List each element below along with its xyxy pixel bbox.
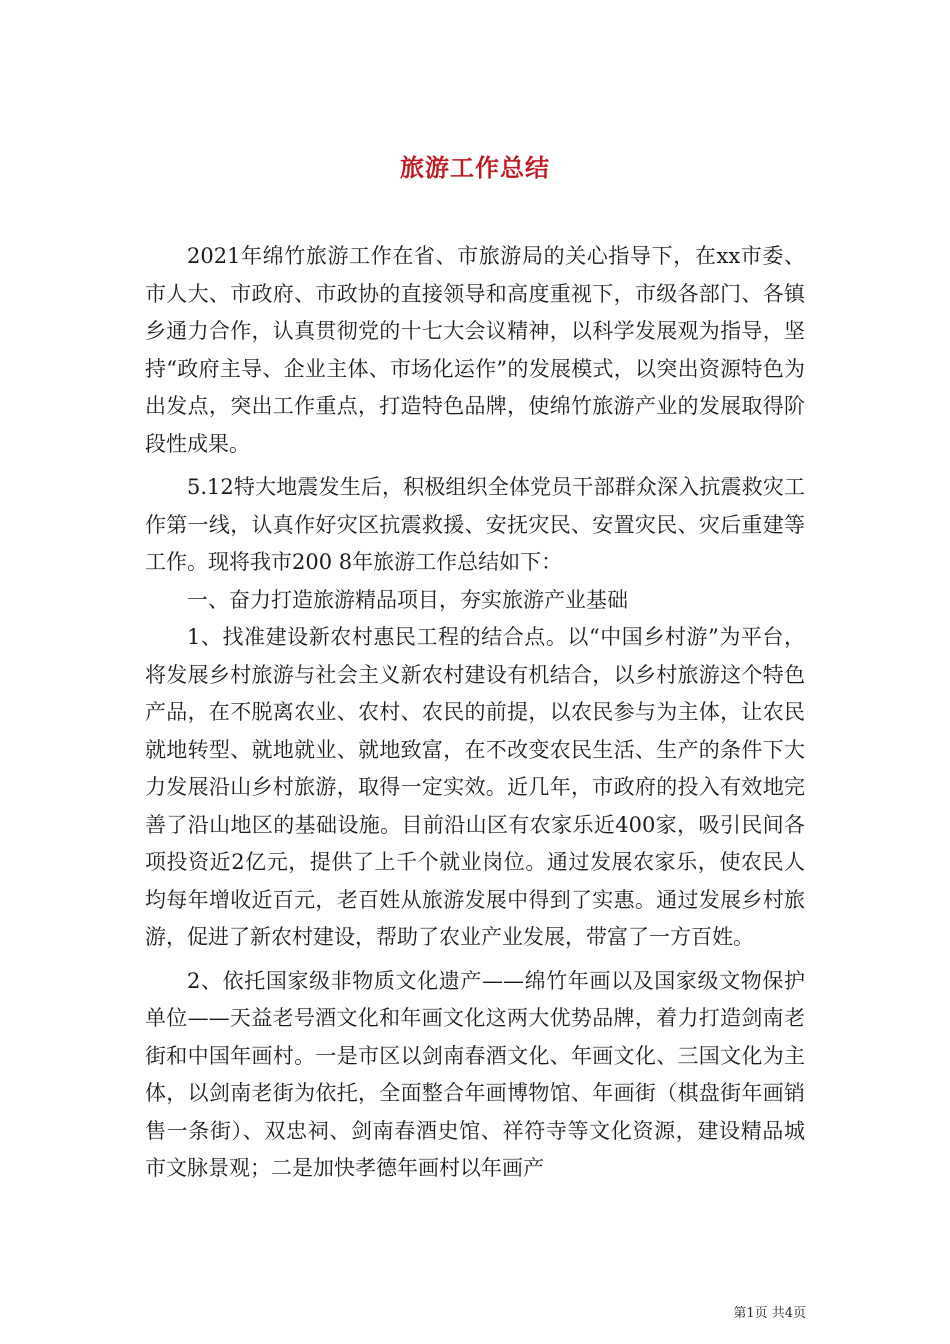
paragraph-intro: 2021年绵竹旅游工作在省、市旅游局的关心指导下，在xx市委、市人大、市政府、市政协的直接领导和高度重视下，市级各部门、各镇乡通力合作，认真贯彻党的十七大会议精神，以科学发展观为指导，坚持“政府主导、企业主体、市场化运作”的发展模式，以突出资源特色为出发点，突出工作重点，打造特色品牌，使绵竹旅游产业的发展取得阶段性成果。 — [145, 244, 805, 456]
paragraph-earthquake: 5.12特大地震发生后，积极组织全体党员干部群众深入抗震救灾工作第一线，认真作好灾区抗震救援、安抚灾民、安置灾民、灾后重建等工作。现将我市200 8年旅游工作总结如下： — [145, 475, 805, 574]
document-body — [145, 238, 805, 1188]
paragraph-item-1: 1、找准建设新农村惠民工程的结合点。以“中国乡村游”为平台，将发展乡村旅游与社会主义新农村建设有机结合，以乡村旅游这个特色产品，在不脱离农业、农村、农民的前提，以农民参与为主体，让农民就地转型、就地就业、就地致富，在不改变农民生活、生产的条件下大力发展沿山乡村旅游，取得一定实效。近几年，市政府的投入有效地完善了沿山地区的基础设施。目前沿山区有农家乐近400家，吸引民间各项投资近2亿元，提供了上千个就业岗位。通过发展农家乐，使农民人均每年增收近百元，老百姓从旅游发展中得到了实惠。通过发展乡村旅游，促进了新农村建设，帮助了农业产业发展，带富了一方百姓。 — [145, 625, 805, 949]
section-heading-1: 一、奋力打造旅游精品项目，夯实旅游产业基础 — [187, 587, 628, 612]
page-number-footer: 第1页 共4页 — [733, 1306, 806, 1321]
document-title: 旅游工作总结 — [400, 154, 550, 183]
paragraph-item-2: 2、依托国家级非物质文化遗产——绵竹年画以及国家级文物保护单位——天益老号酒文化和年画文化这两大优势品牌，着力打造剑南老街和中国年画村。一是市区以剑南春酒文化、年画文化、三国文化为主体，以剑南老街为依托，全面整合年画博物馆、年画街（棋盘街年画销售一条街）、双忠祠、剑南春酒史馆、祥符寺等文化资源，建设精品城市文脉景观；二是加快孝德年画村以年画产 — [145, 968, 805, 1180]
